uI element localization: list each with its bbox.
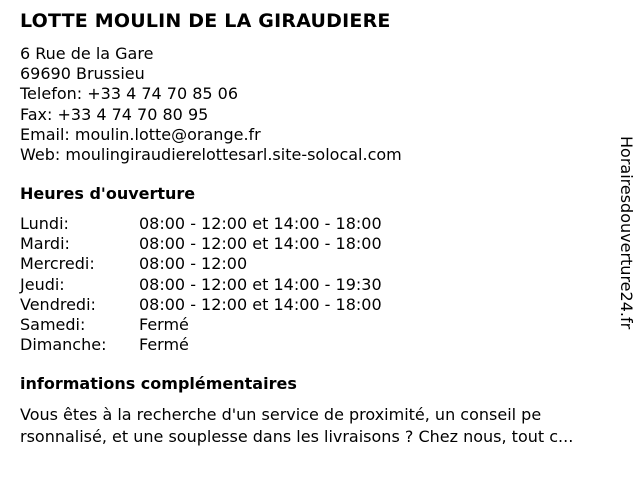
info-description bbox=[20, 404, 624, 448]
day-label: Mercredi: bbox=[20, 254, 95, 274]
time-value: 08:00 - 12:00 et 14:00 - 19:30 bbox=[139, 274, 382, 294]
info-line-1: Vous êtes à la recherche d'un service de proximité, un conseil pe bbox=[20, 405, 542, 424]
time-value: Fermé bbox=[139, 314, 189, 334]
email-address: Email: moulin.lotte@orange.fr bbox=[20, 124, 261, 144]
time-value: 08:00 - 12:00 et 14:00 - 18:00 bbox=[139, 294, 382, 314]
day-label: Lundi: bbox=[20, 214, 69, 233]
address-city: 69690 Brussieu bbox=[20, 64, 145, 84]
hours-heading: Heures d'ouverture bbox=[20, 184, 196, 203]
time-value: Fermé bbox=[139, 335, 189, 355]
time-value: 08:00 - 12:00 et 14:00 - 18:00 bbox=[139, 214, 382, 233]
site-brand-vertical: Horairesdouverture24.fr bbox=[617, 136, 636, 330]
info-heading: informations complémentaires bbox=[20, 374, 297, 393]
contact-block bbox=[20, 44, 402, 165]
day-label: Jeudi: bbox=[20, 274, 65, 294]
day-label: Mardi: bbox=[20, 234, 70, 254]
business-name: LOTTE MOULIN DE LA GIRAUDIERE bbox=[20, 10, 391, 32]
fax-number: Fax: +33 4 74 70 80 95 bbox=[20, 104, 209, 124]
time-value: 08:00 - 12:00 bbox=[139, 254, 248, 274]
info-line-2: rsonnalisé, et une souplesse dans les livraisons ? Chez nous, tout c... bbox=[20, 427, 574, 446]
time-value: 08:00 - 12:00 et 14:00 - 18:00 bbox=[139, 234, 382, 254]
day-label: Vendredi: bbox=[20, 294, 96, 314]
website: Web: moulingiraudierelottesarl.site-solocal.com bbox=[20, 145, 402, 165]
day-label: Samedi: bbox=[20, 314, 86, 334]
phone-number: Telefon: +33 4 74 70 85 06 bbox=[20, 84, 239, 104]
address-street: 6 Rue de la Gare bbox=[20, 44, 154, 63]
day-label: Dimanche: bbox=[20, 335, 107, 355]
